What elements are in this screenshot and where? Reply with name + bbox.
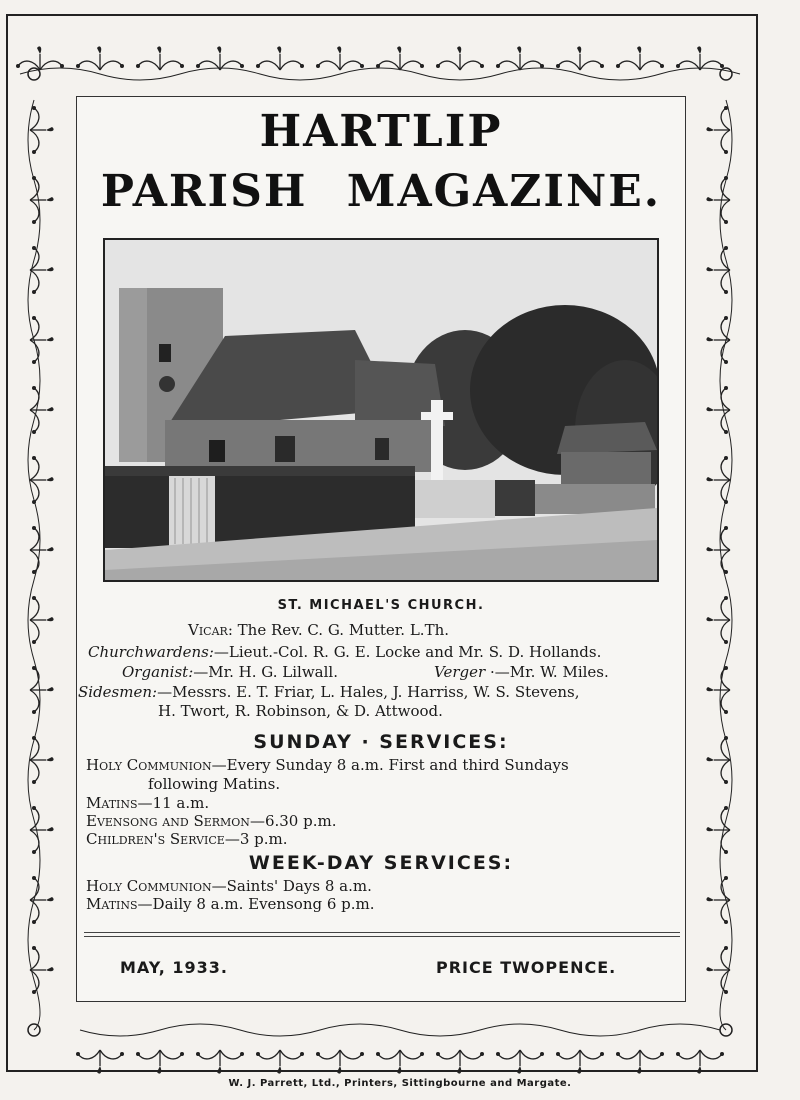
churchwardens-line	[88, 643, 601, 661]
sunday-children	[86, 830, 288, 848]
church-photo	[103, 238, 659, 582]
title-parish-magazine: PARISH MAGAZINE.	[100, 166, 662, 217]
vicar-name: The Rev. C. G. Mutter. L.Th.	[237, 621, 450, 639]
divider-rule	[84, 932, 680, 933]
sunday-matins-text: —11 a.m.	[137, 794, 210, 812]
organist-label: Organist:	[122, 663, 194, 681]
church-photograph-icon	[105, 240, 657, 580]
weekday-holy-communion-text: —Saints' Days 8 a.m.	[211, 877, 372, 895]
sunday-evensong-label: Evensong and Sermon	[86, 812, 250, 830]
printer-credit: W. J. Parrett, Ltd., Printers, Sittingbourne and Margate.	[228, 1078, 572, 1089]
church-name: ST. MICHAEL'S CHURCH.	[277, 598, 485, 613]
weekday-matins-label: Matins	[86, 895, 138, 913]
vicar-label: Vicar:	[188, 621, 233, 639]
weekday-services-heading: WEEK-DAY SERVICES:	[248, 852, 514, 874]
sunday-services-heading: SUNDAY · SERVICES:	[253, 731, 509, 753]
issue-date: MAY, 1933.	[120, 958, 228, 977]
issue-price: PRICE TWOPENCE.	[436, 958, 617, 977]
churchwardens-label: Churchwardens:	[88, 643, 214, 661]
weekday-matins	[86, 895, 375, 913]
weekday-matins-text: —Daily 8 a.m. Evensong 6 p.m.	[137, 895, 375, 913]
sidesmen-names-2: H. Twort, R. Robinson, & D. Attwood.	[158, 702, 443, 720]
sunday-holy-communion-text: —Every Sunday 8 a.m. First and third Sundays	[211, 756, 569, 774]
sidesmen-line	[78, 683, 580, 701]
title-hartlip: HARTLIP	[259, 106, 503, 157]
sunday-children-label: Children's Service	[86, 830, 225, 848]
sidesmen-names-1: —Messrs. E. T. Friar, L. Hales, J. Harriss, W. S. Stevens,	[157, 683, 580, 701]
vicar-line	[188, 621, 449, 639]
verger-name: ·—Mr. W. Miles.	[489, 663, 609, 681]
weekday-holy-communion	[86, 877, 372, 895]
sunday-holy-communion-cont: following Matins.	[148, 775, 281, 793]
sunday-evensong	[86, 812, 336, 830]
verger-label: Verger	[434, 663, 486, 681]
sunday-children-text: —3 p.m.	[224, 830, 288, 848]
divider-rule	[84, 936, 680, 937]
sunday-matins	[86, 794, 209, 812]
sidesmen-label: Sidesmen:	[78, 683, 158, 701]
sunday-evensong-text: —6.30 p.m.	[249, 812, 337, 830]
sunday-matins-label: Matins	[86, 794, 138, 812]
sunday-holy-communion-label: Holy Communion	[86, 756, 212, 774]
sunday-holy-communion	[86, 756, 569, 774]
churchwardens-names: —Lieut.-Col. R. G. E. Locke and Mr. S. D. Hollands.	[213, 643, 602, 661]
weekday-holy-communion-label: Holy Communion	[86, 877, 212, 895]
verger-line	[434, 663, 609, 681]
organist-line	[122, 663, 338, 681]
organist-name: —Mr. H. G. Lilwall.	[193, 663, 338, 681]
